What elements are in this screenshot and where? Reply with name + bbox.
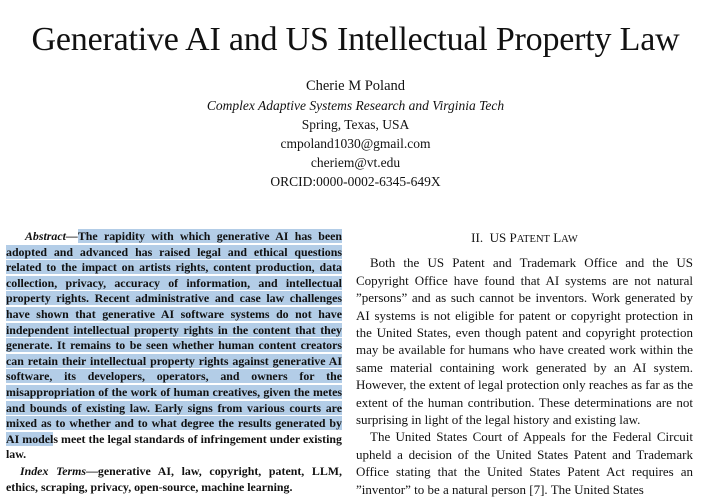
section-paragraph-2: The United States Court of Appeals for the Federal Circuit upheld a decision of the United States Patent and Trademark Office stating that the United States Patent Act requires an ”inventor” to be a natural person [7]. The United States — [356, 429, 693, 497]
abstract-plain-text: s meet the legal standards of infringement under existing law. — [6, 431, 342, 462]
author-email-1: cmpoland1030@gmail.com — [280, 136, 431, 151]
section-number: II. — [471, 230, 484, 245]
author-location: Spring, Texas, USA — [301, 117, 410, 132]
section-paragraph-1: Both the US Patent and Trademark Office and the US Copyright Office have found that AI systems are not natural ”persons” and as such cannot be inventors. Work generated by AI systems is not eligible for patent or copyright protection in the United States, even though patent and copyright protection may be available for humans who have created work within the same material containing work generated by an AI system. However, the extent of legal protection only reaches as far as the extent of the human contribution. These determinations are not surprising in light of the legal history and existing law. — [356, 255, 693, 428]
section-heading — [356, 229, 693, 248]
index-terms-dash: — — [86, 463, 98, 478]
index-terms-text: generative AI, law, copyright, patent, LLM, ethics, scraping, privacy, open-source, machine learning. — [6, 463, 342, 494]
section-title-part-3: L — [549, 230, 562, 245]
section-title-part-2: ATENT — [516, 234, 550, 245]
section-column — [356, 229, 693, 498]
author-block — [0, 77, 711, 191]
abstract-label: Abstract — [24, 229, 66, 243]
abstract-dash: — — [65, 229, 78, 243]
paper-title: Generative AI and US Intellectual Property Law — [31, 21, 680, 58]
index-terms-paragraph — [6, 464, 342, 495]
abstract-column — [6, 229, 342, 495]
section-title-part-1: US P — [489, 230, 517, 245]
author-affiliation: Complex Adaptive Systems Research and Virginia Tech — [206, 98, 505, 113]
author-email-2: cheriem@vt.edu — [310, 155, 401, 170]
author-name: Cherie M Poland — [305, 78, 406, 94]
section-title-part-4: AW — [561, 234, 578, 245]
abstract-paragraph — [6, 229, 342, 463]
author-orcid: ORCID:0000-0002-6345-649X — [270, 174, 441, 189]
abstract-highlighted-text[interactable]: The rapidity with which generative AI has been adopted and advanced has raised legal and ethical questions related to the impact on artists rights, content production, data collection, privacy, accuracy of information, and intellectual property rights. Recent administrative and case law challenges have shown that generative AI software systems do not have independent intellectual property rights in the content that they generate. It remains to be seen whether human content creators can retain their intellectual property rights against generative AI software, its developers, operators, and owners for the misappropriation of the work of human creatives, given the metes and bounds of existing law. Early signs from various courts are mixed as to whether and to what degree the results generated by AI model — [6, 229, 343, 446]
index-terms-label: Index Terms — [20, 463, 87, 478]
